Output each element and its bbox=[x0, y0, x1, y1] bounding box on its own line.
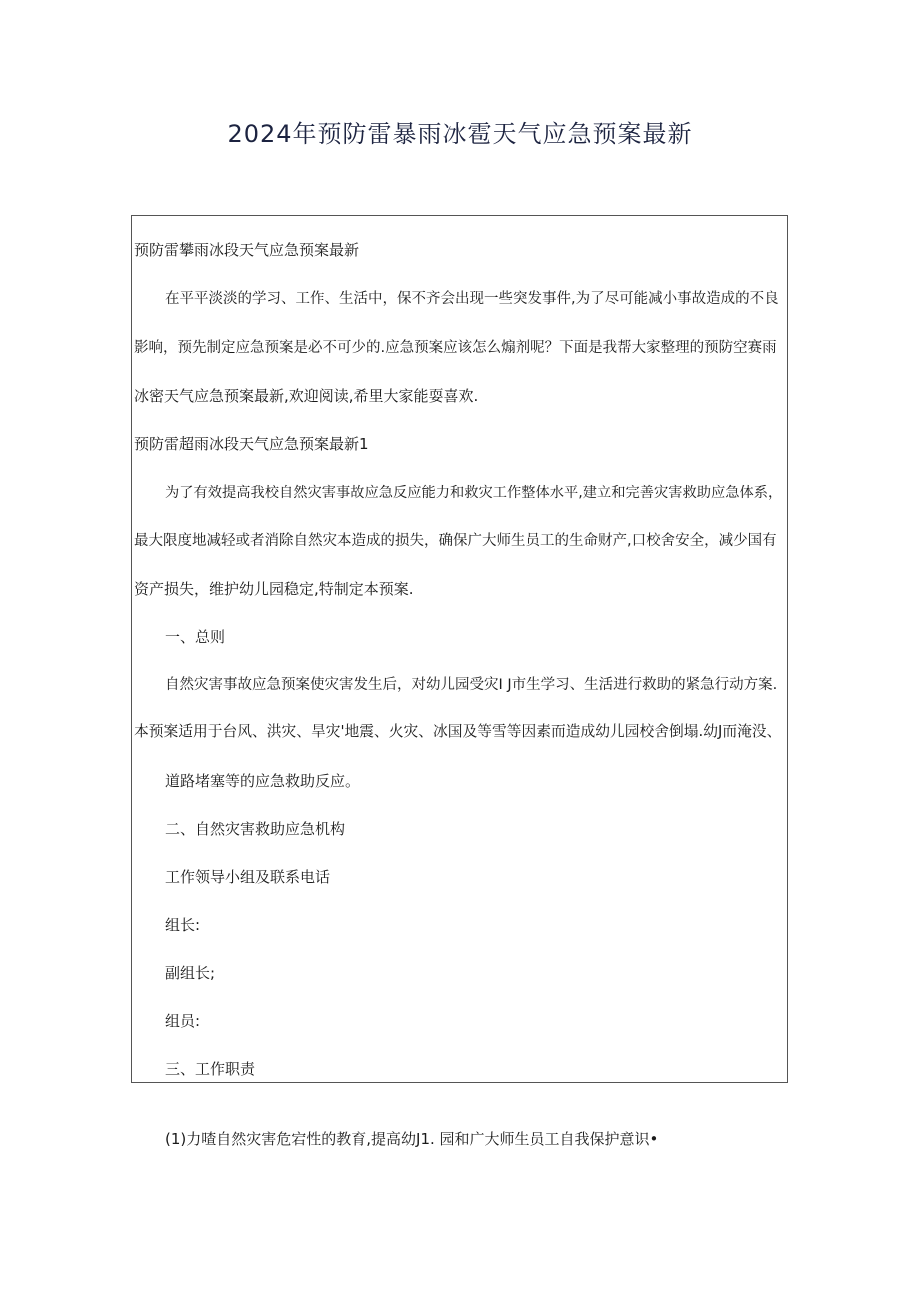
paragraph-line: 为了有效提高我校自然灾害事故应急反应能力和救灾工作整体水平,建立和完善灾害救助应急体系， bbox=[165, 485, 783, 501]
section-heading: 三、工作职责 bbox=[165, 1060, 256, 1078]
paragraph-line: 资产损失，维护幼儿园稳定,特制定本预案. bbox=[134, 580, 414, 598]
paragraph-line: 道路堵塞等的应急救助反应。 bbox=[165, 772, 361, 790]
paragraph-line: 工作领导小组及联系电话 bbox=[165, 868, 331, 886]
paragraph-line: (1)力喳自然灾害危宕性的教育,提高幼J1. 园和广大师生员工自我保护意识• bbox=[165, 1130, 659, 1148]
paragraph-line: 冰密天气应急预案最新,欢迎阅读,希里大家能耍喜欢. bbox=[134, 387, 479, 405]
section-heading: 预防雷超雨冰段天气应急预案最新1 bbox=[134, 435, 369, 453]
section-heading: 二、自然灾害救助应急机构 bbox=[165, 820, 346, 838]
section-heading: 一、总则 bbox=[165, 628, 226, 646]
section-heading: 预防雷攀雨冰段天气应急预案最新 bbox=[134, 241, 360, 259]
paragraph-line: 在平平淡淡的学习、工作、生活中，保不齐会出现一些突发事件,为了尽可能减小事故造成的不良 bbox=[165, 291, 779, 307]
list-item: 副组长; bbox=[165, 964, 216, 982]
document-title: 2024年预防雷暴雨冰雹天气应急预案最新 bbox=[227, 120, 693, 148]
paragraph-line: 影响，预先制定应急预案是必不可少的.应急预案应该怎么煽剂呢？下面是我帮大家整理的预防空赛雨 bbox=[134, 340, 777, 356]
paragraph-line: 本预案适用于台风、洪灾、旱灾'地震、火灾、冰国及等雪等因素而造成幼儿园校舍倒塌.幼J而淹没、 bbox=[134, 723, 782, 740]
list-item: 组长: bbox=[165, 916, 201, 934]
list-item: 组员: bbox=[165, 1012, 201, 1030]
paragraph-line: 自然灾害事故应急预案使灾害发生后，对幼儿园受灾I J市生学习、生活进行救助的紧急行动方案. bbox=[165, 677, 778, 693]
paragraph-line: 最大限度地减轻或者消除自然灾本造成的损失，确保广大师生员工的生命财产,口校舍安全，减少国有 bbox=[134, 533, 777, 549]
